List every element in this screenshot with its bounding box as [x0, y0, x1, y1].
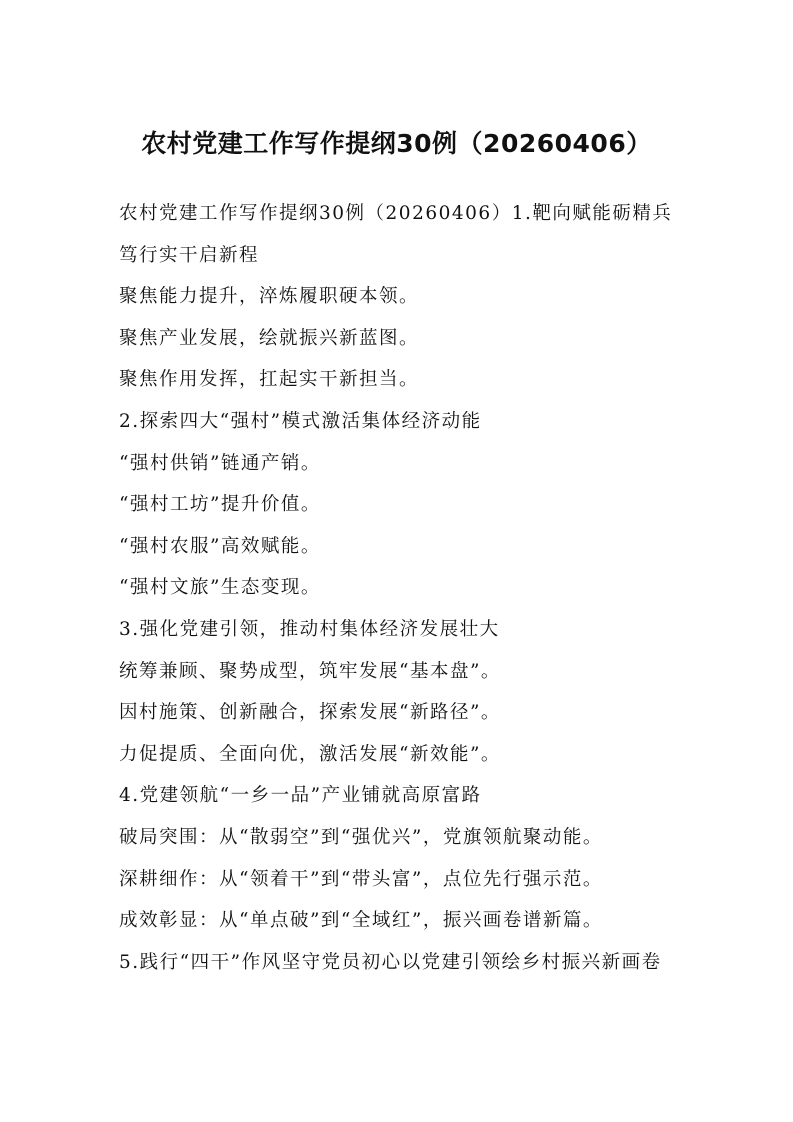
section-heading: 5.践行“四干”作风坚守党员初心以党建引领绘乡村振兴新画卷 [119, 951, 662, 973]
paragraph: 统筹兼顾、聚势成型，筑牢发展“基本盘”。 [119, 660, 501, 682]
paragraph: 破局突围：从“散弱空”到“强优兴”，党旗领航聚动能。 [119, 826, 603, 848]
section-heading: 2.探索四大“强村”模式激活集体经济动能 [119, 410, 482, 432]
paragraph: 力促提质、全面向优，激活发展“新效能”。 [119, 743, 501, 765]
document-body [119, 193, 684, 983]
paragraph: 深耕细作：从“领着干”到“带头富”，点位先行强示范。 [119, 868, 603, 890]
paragraph: 农村党建工作写作提纲30例（20260406）1.靶向赋能砺精兵笃行实干启新程 [119, 203, 673, 266]
document-title: 农村党建工作写作提纲30例（20260406） [141, 129, 652, 158]
paragraph: 成效彰显：从“单点破”到“全域红”，振兴画卷谱新篇。 [119, 910, 603, 932]
paragraph: 聚焦能力提升，淬炼履职硬本领。 [119, 286, 420, 308]
paragraph: “强村供销”链通产销。 [119, 452, 321, 474]
paragraph: 聚焦作用发挥，扛起实干新担当。 [119, 369, 420, 391]
paragraph: “强村农服”高效赋能。 [119, 535, 321, 557]
section-heading: 4.党建领航“一乡一品”产业铺就高原富路 [119, 785, 482, 807]
paragraph: 因村施策、创新融合，探索发展“新路径”。 [119, 702, 501, 724]
section-heading: 3.强化党建引领，推动村集体经济发展壮大 [119, 618, 500, 640]
paragraph: 聚焦产业发展，绘就振兴新蓝图。 [119, 327, 420, 349]
paragraph: “强村文旅”生态变现。 [119, 577, 321, 599]
paragraph: “强村工坊”提升价值。 [119, 494, 321, 516]
